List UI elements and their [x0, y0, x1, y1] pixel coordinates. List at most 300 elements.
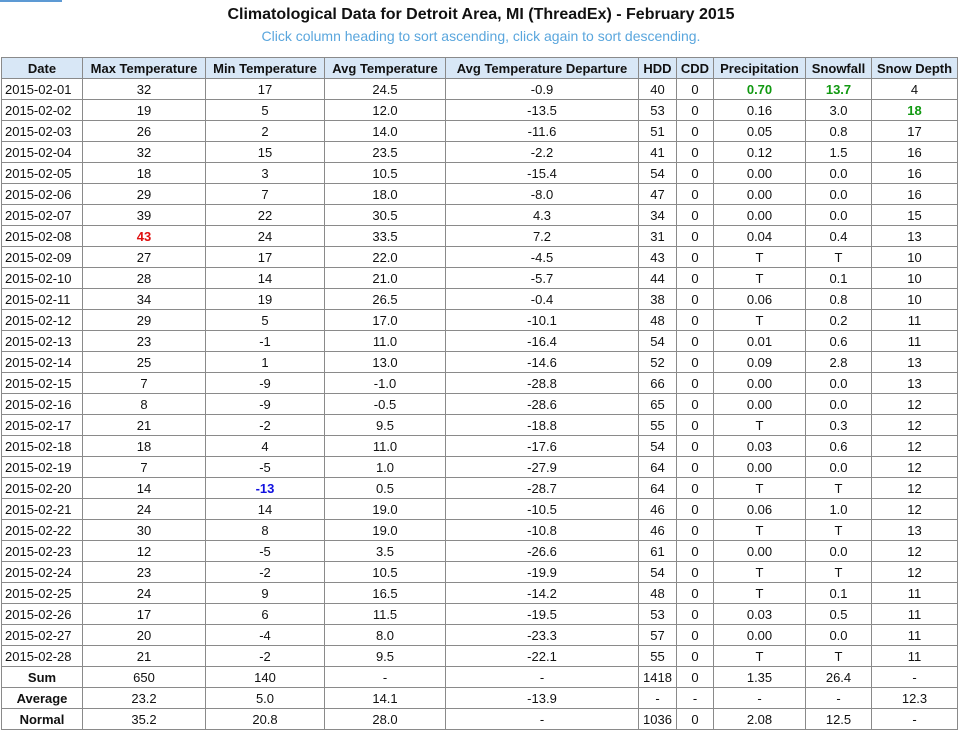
cell-snowfall: 13.7	[806, 79, 872, 100]
cell-precipitation: 0.09	[714, 352, 806, 373]
cell-snowfall: 2.8	[806, 352, 872, 373]
sort-instructions: Click column heading to sort ascending, click again to sort descending.	[261, 28, 701, 44]
page-title: Climatological Data for Detroit Area, MI (ThreadEx) - February 2015	[227, 6, 735, 23]
cell-snow-depth: 12	[872, 436, 958, 457]
cell-precipitation: T	[714, 268, 806, 289]
cell-max-temperature: 14	[83, 478, 206, 499]
cell-hdd: 43	[639, 247, 677, 268]
summary-cell-hdd: 1036	[639, 709, 677, 730]
cell-snow-depth: 10	[872, 268, 958, 289]
cell-avg-temperature-departure: -10.8	[446, 520, 639, 541]
table-row	[2, 79, 958, 100]
cell-avg-temperature-departure: 7.2	[446, 226, 639, 247]
cell-precipitation: 0.03	[714, 436, 806, 457]
summary-label: Average	[2, 688, 83, 709]
cell-date: 2015-02-12	[2, 310, 83, 331]
cell-hdd: 64	[639, 457, 677, 478]
cell-hdd: 54	[639, 436, 677, 457]
cell-avg-temperature: 14.0	[325, 121, 446, 142]
cell-hdd: 55	[639, 415, 677, 436]
cell-snowfall: 0.0	[806, 205, 872, 226]
cell-min-temperature: -4	[206, 625, 325, 646]
cell-avg-temperature-departure: -10.1	[446, 310, 639, 331]
cell-avg-temperature: 3.5	[325, 541, 446, 562]
cell-precipitation: 0.06	[714, 499, 806, 520]
cell-cdd: 0	[677, 352, 714, 373]
cell-avg-temperature-departure: -8.0	[446, 184, 639, 205]
cell-avg-temperature: 18.0	[325, 184, 446, 205]
cell-avg-temperature-departure: -19.5	[446, 604, 639, 625]
cell-max-temperature: 12	[83, 541, 206, 562]
cell-cdd: 0	[677, 268, 714, 289]
cell-snow-depth: 12	[872, 541, 958, 562]
cell-cdd: 0	[677, 436, 714, 457]
cell-snowfall: T	[806, 646, 872, 667]
table-row	[2, 247, 958, 268]
cell-avg-temperature: 10.5	[325, 562, 446, 583]
summary-cell-snow-depth: -	[872, 709, 958, 730]
cell-date: 2015-02-01	[2, 79, 83, 100]
cell-min-temperature: -9	[206, 373, 325, 394]
table-row	[2, 478, 958, 499]
cell-date: 2015-02-24	[2, 562, 83, 583]
cell-snowfall: T	[806, 247, 872, 268]
cell-snow-depth: 16	[872, 142, 958, 163]
cell-hdd: 46	[639, 520, 677, 541]
summary-cell-avg-temperature: -	[325, 667, 446, 688]
cell-max-temperature: 27	[83, 247, 206, 268]
cell-snow-depth: 11	[872, 604, 958, 625]
cell-snowfall: 3.0	[806, 100, 872, 121]
cell-avg-temperature-departure: -27.9	[446, 457, 639, 478]
cell-snow-depth: 11	[872, 583, 958, 604]
table-row	[2, 226, 958, 247]
cell-snowfall: 0.1	[806, 583, 872, 604]
cell-min-temperature: -1	[206, 331, 325, 352]
table-row	[2, 646, 958, 667]
summary-cell-precipitation: 1.35	[714, 667, 806, 688]
cell-date: 2015-02-03	[2, 121, 83, 142]
cell-max-temperature: 43	[83, 226, 206, 247]
cell-date: 2015-02-02	[2, 100, 83, 121]
table-row	[2, 394, 958, 415]
cell-avg-temperature: 1.0	[325, 457, 446, 478]
cell-cdd: 0	[677, 184, 714, 205]
summary-cell-precipitation: 2.08	[714, 709, 806, 730]
cell-snow-depth: 13	[872, 352, 958, 373]
cell-avg-temperature: 22.0	[325, 247, 446, 268]
cell-snow-depth: 13	[872, 373, 958, 394]
cell-snowfall: 0.0	[806, 373, 872, 394]
cell-hdd: 66	[639, 373, 677, 394]
cell-hdd: 53	[639, 604, 677, 625]
column-header-snowfall[interactable]: Snowfall	[806, 58, 872, 79]
cell-avg-temperature-departure: 4.3	[446, 205, 639, 226]
cell-snow-depth: 13	[872, 226, 958, 247]
cell-min-temperature: 5	[206, 310, 325, 331]
cell-date: 2015-02-25	[2, 583, 83, 604]
cell-avg-temperature: -0.5	[325, 394, 446, 415]
cell-avg-temperature: 8.0	[325, 625, 446, 646]
cell-avg-temperature-departure: -28.8	[446, 373, 639, 394]
cell-precipitation: 0.00	[714, 184, 806, 205]
cell-cdd: 0	[677, 142, 714, 163]
cell-max-temperature: 17	[83, 604, 206, 625]
cell-max-temperature: 20	[83, 625, 206, 646]
cell-date: 2015-02-20	[2, 478, 83, 499]
cell-snowfall: 1.5	[806, 142, 872, 163]
cell-snowfall: T	[806, 562, 872, 583]
column-header-avg-temperature-departure[interactable]: Avg Temperature Departure	[446, 58, 639, 79]
cell-max-temperature: 29	[83, 184, 206, 205]
cell-cdd: 0	[677, 373, 714, 394]
cell-hdd: 41	[639, 142, 677, 163]
cell-cdd: 0	[677, 100, 714, 121]
table-row	[2, 184, 958, 205]
cell-snow-depth: 12	[872, 394, 958, 415]
tab-indicator	[0, 0, 62, 2]
cell-snow-depth: 11	[872, 625, 958, 646]
cell-cdd: 0	[677, 79, 714, 100]
cell-date: 2015-02-06	[2, 184, 83, 205]
cell-hdd: 47	[639, 184, 677, 205]
summary-cell-snowfall: 26.4	[806, 667, 872, 688]
cell-max-temperature: 26	[83, 121, 206, 142]
cell-avg-temperature: 21.0	[325, 268, 446, 289]
cell-hdd: 46	[639, 499, 677, 520]
summary-row	[2, 709, 958, 730]
cell-cdd: 0	[677, 625, 714, 646]
cell-snow-depth: 12	[872, 499, 958, 520]
column-header-date[interactable]: Date	[2, 58, 83, 79]
cell-avg-temperature-departure: -22.1	[446, 646, 639, 667]
cell-snowfall: 1.0	[806, 499, 872, 520]
cell-min-temperature: 17	[206, 79, 325, 100]
cell-precipitation: 0.00	[714, 394, 806, 415]
cell-avg-temperature-departure: -14.6	[446, 352, 639, 373]
cell-precipitation: T	[714, 583, 806, 604]
cell-cdd: 0	[677, 499, 714, 520]
summary-cell-cdd: 0	[677, 667, 714, 688]
cell-avg-temperature-departure: -10.5	[446, 499, 639, 520]
cell-snowfall: 0.0	[806, 184, 872, 205]
cell-hdd: 51	[639, 121, 677, 142]
summary-cell-cdd: -	[677, 688, 714, 709]
summary-row	[2, 667, 958, 688]
cell-snow-depth: 16	[872, 184, 958, 205]
cell-snow-depth: 15	[872, 205, 958, 226]
cell-precipitation: 0.00	[714, 541, 806, 562]
cell-cdd: 0	[677, 121, 714, 142]
cell-avg-temperature-departure: -28.6	[446, 394, 639, 415]
cell-date: 2015-02-08	[2, 226, 83, 247]
cell-date: 2015-02-11	[2, 289, 83, 310]
cell-hdd: 54	[639, 163, 677, 184]
cell-date: 2015-02-09	[2, 247, 83, 268]
cell-avg-temperature: 19.0	[325, 520, 446, 541]
cell-avg-temperature: 17.0	[325, 310, 446, 331]
cell-hdd: 65	[639, 394, 677, 415]
cell-precipitation: T	[714, 310, 806, 331]
cell-avg-temperature-departure: -15.4	[446, 163, 639, 184]
cell-max-temperature: 18	[83, 436, 206, 457]
cell-avg-temperature: -1.0	[325, 373, 446, 394]
summary-cell-avg-temperature: 14.1	[325, 688, 446, 709]
cell-avg-temperature: 11.0	[325, 331, 446, 352]
column-header-cdd[interactable]: CDD	[677, 58, 714, 79]
cell-hdd: 53	[639, 100, 677, 121]
cell-hdd: 40	[639, 79, 677, 100]
summary-cell-snow-depth: -	[872, 667, 958, 688]
summary-cell-snow-depth: 12.3	[872, 688, 958, 709]
cell-avg-temperature: 9.5	[325, 415, 446, 436]
cell-precipitation: T	[714, 478, 806, 499]
cell-avg-temperature-departure: -23.3	[446, 625, 639, 646]
cell-hdd: 31	[639, 226, 677, 247]
column-header-avg-temperature[interactable]: Avg Temperature	[325, 58, 446, 79]
cell-snowfall: 0.1	[806, 268, 872, 289]
summary-row	[2, 688, 958, 709]
cell-snow-depth: 12	[872, 478, 958, 499]
cell-snow-depth: 11	[872, 331, 958, 352]
cell-min-temperature: -9	[206, 394, 325, 415]
cell-min-temperature: -2	[206, 562, 325, 583]
summary-cell-cdd: 0	[677, 709, 714, 730]
cell-hdd: 52	[639, 352, 677, 373]
cell-avg-temperature: 11.5	[325, 604, 446, 625]
cell-snowfall: 0.0	[806, 625, 872, 646]
cell-hdd: 48	[639, 583, 677, 604]
cell-avg-temperature-departure: -14.2	[446, 583, 639, 604]
cell-date: 2015-02-15	[2, 373, 83, 394]
cell-avg-temperature-departure: -0.4	[446, 289, 639, 310]
column-header-precipitation[interactable]: Precipitation	[714, 58, 806, 79]
table-row	[2, 436, 958, 457]
climate-data-table	[1, 57, 958, 730]
summary-cell-snowfall: -	[806, 688, 872, 709]
cell-avg-temperature: 24.5	[325, 79, 446, 100]
cell-min-temperature: -2	[206, 415, 325, 436]
cell-min-temperature: 22	[206, 205, 325, 226]
cell-snow-depth: 12	[872, 562, 958, 583]
summary-cell-max-temperature: 650	[83, 667, 206, 688]
cell-max-temperature: 24	[83, 583, 206, 604]
table-row	[2, 163, 958, 184]
table-row	[2, 457, 958, 478]
cell-snow-depth: 4	[872, 79, 958, 100]
cell-snowfall: 0.6	[806, 436, 872, 457]
cell-precipitation: 0.01	[714, 331, 806, 352]
cell-cdd: 0	[677, 226, 714, 247]
column-header-min-temperature[interactable]: Min Temperature	[206, 58, 325, 79]
summary-cell-min-temperature: 140	[206, 667, 325, 688]
cell-cdd: 0	[677, 457, 714, 478]
cell-cdd: 0	[677, 646, 714, 667]
cell-max-temperature: 25	[83, 352, 206, 373]
summary-cell-snowfall: 12.5	[806, 709, 872, 730]
cell-cdd: 0	[677, 583, 714, 604]
cell-avg-temperature: 12.0	[325, 100, 446, 121]
cell-date: 2015-02-19	[2, 457, 83, 478]
cell-snowfall: 0.8	[806, 121, 872, 142]
cell-hdd: 61	[639, 541, 677, 562]
cell-snowfall: T	[806, 520, 872, 541]
cell-hdd: 54	[639, 331, 677, 352]
cell-snow-depth: 11	[872, 310, 958, 331]
cell-snow-depth: 18	[872, 100, 958, 121]
table-row	[2, 562, 958, 583]
cell-avg-temperature-departure: -2.2	[446, 142, 639, 163]
table-row	[2, 205, 958, 226]
cell-max-temperature: 39	[83, 205, 206, 226]
cell-date: 2015-02-26	[2, 604, 83, 625]
cell-snowfall: 0.2	[806, 310, 872, 331]
cell-avg-temperature: 19.0	[325, 499, 446, 520]
header-row	[2, 58, 958, 79]
cell-max-temperature: 8	[83, 394, 206, 415]
column-header-snow-depth[interactable]: Snow Depth	[872, 58, 958, 79]
cell-max-temperature: 32	[83, 142, 206, 163]
cell-precipitation: 0.00	[714, 373, 806, 394]
cell-avg-temperature-departure: -11.6	[446, 121, 639, 142]
cell-snow-depth: 17	[872, 121, 958, 142]
cell-cdd: 0	[677, 394, 714, 415]
cell-cdd: 0	[677, 541, 714, 562]
cell-snowfall: 0.4	[806, 226, 872, 247]
cell-min-temperature: 14	[206, 268, 325, 289]
cell-hdd: 38	[639, 289, 677, 310]
cell-snow-depth: 12	[872, 457, 958, 478]
table-row	[2, 352, 958, 373]
cell-date: 2015-02-14	[2, 352, 83, 373]
cell-min-temperature: 5	[206, 100, 325, 121]
table-row	[2, 625, 958, 646]
table-row	[2, 499, 958, 520]
cell-max-temperature: 24	[83, 499, 206, 520]
cell-avg-temperature: 9.5	[325, 646, 446, 667]
cell-avg-temperature-departure: -16.4	[446, 331, 639, 352]
cell-min-temperature: -2	[206, 646, 325, 667]
cell-cdd: 0	[677, 289, 714, 310]
table-row	[2, 100, 958, 121]
table-row	[2, 520, 958, 541]
cell-min-temperature: 3	[206, 163, 325, 184]
cell-precipitation: T	[714, 562, 806, 583]
cell-avg-temperature-departure: -17.6	[446, 436, 639, 457]
table-row	[2, 121, 958, 142]
cell-cdd: 0	[677, 247, 714, 268]
cell-precipitation: 0.00	[714, 163, 806, 184]
cell-hdd: 44	[639, 268, 677, 289]
summary-cell-avg-temperature: 28.0	[325, 709, 446, 730]
summary-cell-max-temperature: 35.2	[83, 709, 206, 730]
summary-cell-max-temperature: 23.2	[83, 688, 206, 709]
cell-cdd: 0	[677, 520, 714, 541]
cell-avg-temperature-departure: -0.9	[446, 79, 639, 100]
summary-label: Normal	[2, 709, 83, 730]
cell-date: 2015-02-04	[2, 142, 83, 163]
cell-snow-depth: 10	[872, 289, 958, 310]
cell-precipitation: T	[714, 247, 806, 268]
cell-min-temperature: 2	[206, 121, 325, 142]
cell-hdd: 57	[639, 625, 677, 646]
table-row	[2, 268, 958, 289]
cell-min-temperature: 24	[206, 226, 325, 247]
cell-cdd: 0	[677, 478, 714, 499]
cell-avg-temperature-departure: -18.8	[446, 415, 639, 436]
cell-min-temperature: -13	[206, 478, 325, 499]
summary-cell-avg-temperature-departure: -	[446, 667, 639, 688]
summary-cell-avg-temperature-departure: -	[446, 709, 639, 730]
summary-cell-hdd: 1418	[639, 667, 677, 688]
column-header-hdd[interactable]: HDD	[639, 58, 677, 79]
cell-min-temperature: 19	[206, 289, 325, 310]
cell-min-temperature: 8	[206, 520, 325, 541]
cell-date: 2015-02-28	[2, 646, 83, 667]
cell-max-temperature: 23	[83, 331, 206, 352]
cell-cdd: 0	[677, 604, 714, 625]
cell-precipitation: 0.16	[714, 100, 806, 121]
cell-min-temperature: -5	[206, 541, 325, 562]
column-header-max-temperature[interactable]: Max Temperature	[83, 58, 206, 79]
cell-snow-depth: 12	[872, 415, 958, 436]
cell-precipitation: 0.04	[714, 226, 806, 247]
cell-precipitation: 0.00	[714, 457, 806, 478]
cell-avg-temperature-departure: -4.5	[446, 247, 639, 268]
cell-precipitation: T	[714, 520, 806, 541]
cell-avg-temperature: 23.5	[325, 142, 446, 163]
cell-snowfall: 0.0	[806, 457, 872, 478]
table-row	[2, 331, 958, 352]
cell-avg-temperature-departure: -19.9	[446, 562, 639, 583]
cell-precipitation: T	[714, 415, 806, 436]
cell-max-temperature: 30	[83, 520, 206, 541]
cell-snow-depth: 16	[872, 163, 958, 184]
table-row	[2, 415, 958, 436]
cell-date: 2015-02-27	[2, 625, 83, 646]
cell-cdd: 0	[677, 415, 714, 436]
cell-date: 2015-02-23	[2, 541, 83, 562]
cell-precipitation: 0.06	[714, 289, 806, 310]
summary-cell-min-temperature: 5.0	[206, 688, 325, 709]
cell-max-temperature: 21	[83, 646, 206, 667]
cell-date: 2015-02-17	[2, 415, 83, 436]
cell-avg-temperature-departure: -28.7	[446, 478, 639, 499]
cell-snow-depth: 13	[872, 520, 958, 541]
cell-precipitation: 0.00	[714, 625, 806, 646]
cell-cdd: 0	[677, 562, 714, 583]
cell-avg-temperature: 26.5	[325, 289, 446, 310]
table-row	[2, 289, 958, 310]
cell-hdd: 55	[639, 646, 677, 667]
table-row	[2, 583, 958, 604]
cell-date: 2015-02-16	[2, 394, 83, 415]
cell-snowfall: T	[806, 478, 872, 499]
cell-min-temperature: 17	[206, 247, 325, 268]
cell-snowfall: 0.8	[806, 289, 872, 310]
cell-min-temperature: 6	[206, 604, 325, 625]
cell-cdd: 0	[677, 163, 714, 184]
cell-hdd: 34	[639, 205, 677, 226]
summary-label: Sum	[2, 667, 83, 688]
cell-date: 2015-02-07	[2, 205, 83, 226]
cell-min-temperature: -5	[206, 457, 325, 478]
cell-max-temperature: 21	[83, 415, 206, 436]
summary-cell-min-temperature: 20.8	[206, 709, 325, 730]
table-row	[2, 604, 958, 625]
cell-avg-temperature: 10.5	[325, 163, 446, 184]
cell-date: 2015-02-13	[2, 331, 83, 352]
